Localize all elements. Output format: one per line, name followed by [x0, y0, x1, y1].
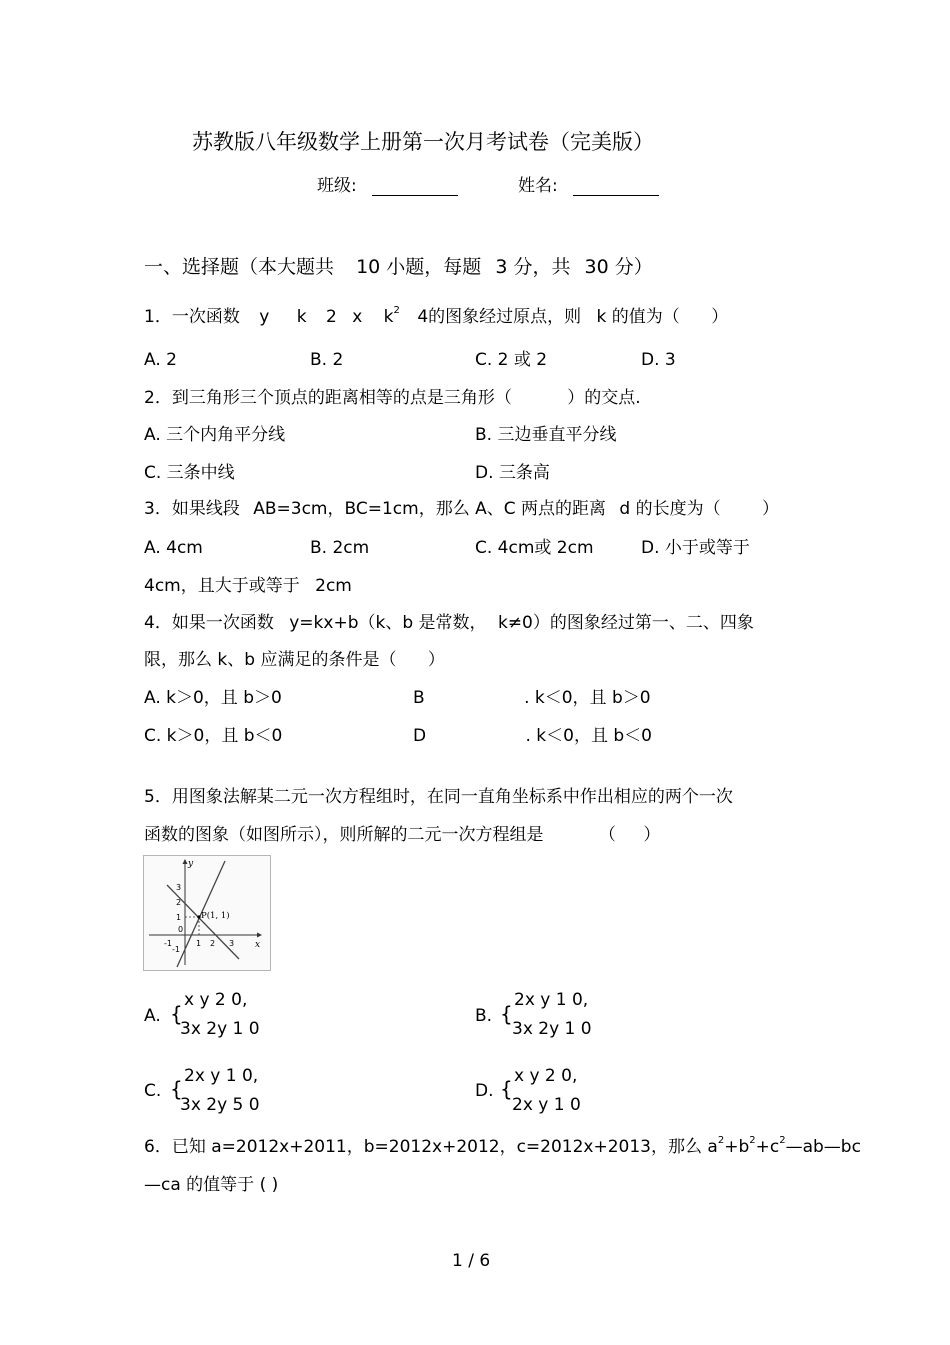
section-label: 一、选择题（本大题共: [144, 256, 335, 278]
section-heading: [144, 255, 653, 279]
q4-text-a: 4．如果一次函数: [144, 613, 274, 633]
class-field: [317, 176, 458, 196]
section-score: 3 分，共: [495, 256, 571, 278]
q5-option-c-eq1: 2x y 1 0,: [184, 1066, 259, 1086]
q5-option-b-eq2: 3x 2y 1 0: [512, 1019, 592, 1039]
y-tick-2: 2: [176, 898, 182, 907]
q2-text-b: ）的交点.: [567, 388, 641, 408]
q3-text-d: ）: [762, 499, 780, 519]
q5-option-c-letter[interactable]: C.: [144, 1081, 162, 1101]
q6-text-a: 6．已知 a=2012x+2011，b=2012x+2012，c=2012x+2013，那么 a: [144, 1137, 718, 1157]
q5-option-b-letter[interactable]: B.: [475, 1006, 493, 1026]
question-4-line-1: [144, 613, 754, 633]
q6-sup-a: 2: [717, 1135, 725, 1146]
q3-option-a[interactable]: A. 4cm: [144, 538, 203, 558]
y-tick-neg1: -1: [172, 945, 180, 954]
q5-option-d-letter[interactable]: D.: [475, 1081, 494, 1101]
q6-sup-b: 2: [749, 1135, 756, 1146]
q4-option-d-letter: D: [413, 726, 427, 746]
page-title: 苏教版八年级数学上册第一次月考试卷（完美版）: [192, 130, 654, 154]
name-label: 姓名:: [518, 176, 558, 196]
q3-option-d[interactable]: D. 小于或等于: [641, 538, 750, 558]
q1-text-b: 4的图象经过原点，则: [417, 307, 582, 327]
q6-sup-c: 2: [779, 1135, 786, 1146]
q3-cont-a: 4cm，且大于或等于: [144, 576, 300, 596]
question-1-stem: [144, 307, 728, 330]
q1-option-d[interactable]: D. 3: [641, 350, 676, 370]
question-5-line-1: 5．用图象法解某二元一次方程组时，在同一直角坐标系中作出相应的两个一次: [144, 787, 733, 807]
q4-text-c: k≠0）的图象经过第一、二、四象: [497, 613, 754, 633]
q4-text-d: 限，那么 k、b 应满足的条件是（: [144, 650, 397, 670]
q1-option-a[interactable]: A. 2: [144, 350, 177, 370]
point-label: P(1, 1): [201, 911, 230, 921]
q4-text-e: ）: [427, 650, 445, 670]
q5-option-d-eq1: x y 2 0,: [514, 1066, 578, 1086]
q3-text-c: d 的长度为（: [619, 499, 721, 519]
q3-text-a: 3．如果线段: [144, 499, 240, 519]
q1-expr-2: 2: [325, 307, 337, 327]
q3-option-b[interactable]: B. 2cm: [310, 538, 370, 558]
q2-text-a: 2．到三角形三个顶点的距离相等的点是三角形（: [144, 388, 512, 408]
q5-option-a-letter[interactable]: A.: [144, 1006, 161, 1026]
class-label: 班级:: [317, 176, 357, 196]
x-tick-3: 3: [229, 939, 235, 948]
q4-option-a[interactable]: A. k＞0，且 b＞0: [144, 688, 282, 708]
q1-option-b[interactable]: B. 2: [310, 350, 344, 370]
q5-text-c: ）: [643, 825, 661, 845]
q2-option-b[interactable]: B. 三边垂直平分线: [475, 425, 617, 445]
q5-option-a-eq1: x y 2 0,: [184, 990, 248, 1010]
q5-option-b-eq1: 2x y 1 0,: [514, 990, 589, 1010]
section-count: 10 小题，每题: [356, 256, 482, 278]
q1-exponent: 2: [393, 305, 400, 316]
q5-option-d-eq2: 2x y 1 0: [512, 1095, 581, 1115]
q1-text: 1．一次函数: [144, 307, 240, 327]
question-3-stem: [144, 499, 779, 519]
q2-option-c[interactable]: C. 三条中线: [144, 463, 235, 483]
question-4-line-2: [144, 650, 445, 670]
q4-option-b-text: . k＜0，且 b＞0: [524, 688, 651, 708]
page-number: 1 / 6: [452, 1251, 491, 1271]
q3-option-d-continued: [144, 576, 352, 596]
q4-text-b: y=kx+b（k、b 是常数，: [289, 613, 487, 633]
question-6-line-1: [144, 1137, 861, 1160]
y-tick-3: 3: [176, 883, 182, 892]
q6-text-d: —ab—bc: [785, 1137, 861, 1157]
y-tick-1: 1: [176, 913, 182, 922]
q4-option-c[interactable]: C. k＞0，且 b＜0: [144, 726, 283, 746]
question-2-stem: [144, 388, 641, 408]
name-field: [518, 176, 659, 196]
y-axis-label: y: [188, 859, 194, 869]
q5-option-d-brace: {: [500, 1077, 513, 1101]
q1-option-c[interactable]: C. 2 或 2: [475, 350, 548, 370]
q3-option-c[interactable]: C. 4cm或 2cm: [475, 538, 594, 558]
q1-expr-k2: k: [383, 307, 394, 327]
class-blank[interactable]: [372, 177, 458, 196]
q5-option-a-eq2: 3x 2y 1 0: [180, 1019, 260, 1039]
q2-option-d[interactable]: D. 三条高: [475, 463, 550, 483]
q5-option-a-brace: {: [170, 1002, 183, 1026]
q1-expr-x: x: [352, 307, 363, 327]
q5-option-b-brace: {: [500, 1002, 513, 1026]
q6-text-c: +c: [755, 1137, 780, 1157]
q5-function-graph: [143, 855, 271, 971]
name-blank[interactable]: [573, 177, 659, 196]
q1-expr-k: k: [296, 307, 307, 327]
q3-cont-b: 2cm: [315, 576, 352, 596]
x-tick-2: 2: [210, 939, 216, 948]
q1-text-c: k 的值为（: [596, 307, 680, 327]
q2-option-a[interactable]: A. 三个内角平分线: [144, 425, 286, 445]
question-5-line-2: [144, 825, 660, 845]
x-axis-label: x: [255, 940, 261, 950]
q4-option-b-letter: B: [413, 688, 425, 708]
x-tick-1: 1: [196, 939, 202, 948]
q5-option-c-eq2: 3x 2y 5 0: [180, 1095, 260, 1115]
q4-option-b[interactable]: [413, 688, 651, 708]
question-6-line-2: —ca 的值等于 ( ): [144, 1175, 279, 1195]
q4-option-d-text: . k＜0，且 b＜0: [525, 726, 652, 746]
q3-text-b: AB=3cm，BC=1cm，那么 A、C 两点的距离: [253, 499, 607, 519]
q5-option-c-brace: {: [170, 1077, 183, 1101]
q1-text-d: ）: [711, 307, 729, 327]
q1-expr-y: y: [259, 307, 270, 327]
origin-label: 0: [178, 925, 184, 934]
section-total: 30 分）: [584, 256, 653, 278]
q4-option-d[interactable]: [413, 726, 652, 746]
q5-text-b: （: [598, 825, 616, 845]
q6-text-b: +b: [724, 1137, 750, 1157]
x-tick-neg1: -1: [164, 939, 172, 948]
q5-text-a: 函数的图象（如图所示），则所解的二元一次方程组是: [144, 825, 544, 845]
